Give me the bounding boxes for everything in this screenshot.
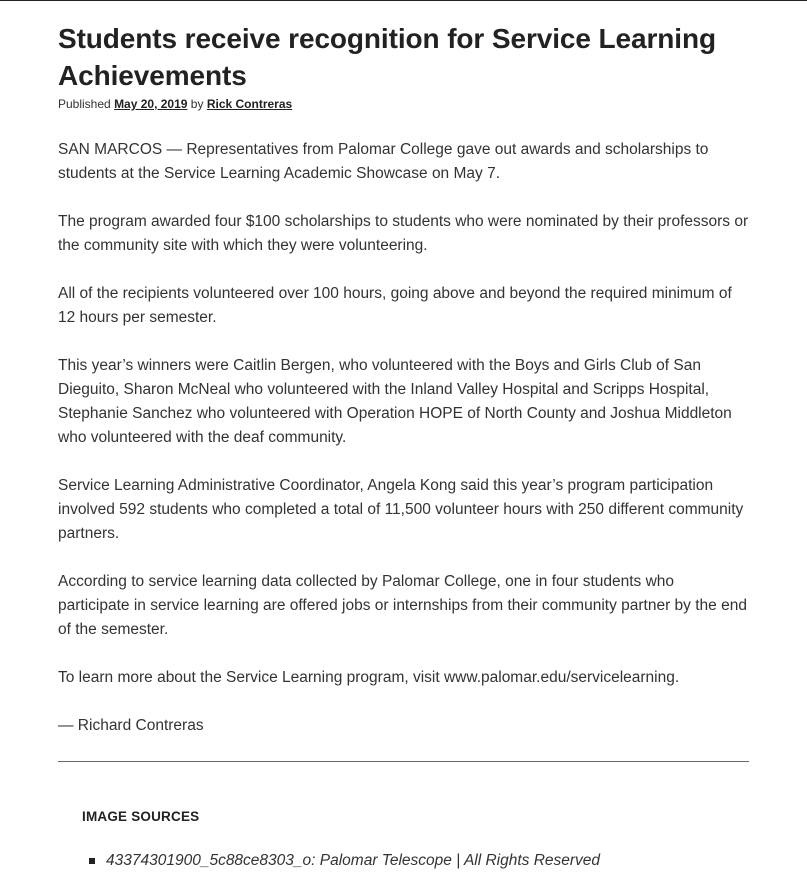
- image-source-item: [82, 850, 742, 872]
- image-sources-heading: IMAGE SOURCES: [82, 809, 200, 824]
- article-body: [58, 138, 749, 738]
- article-paragraph: SAN MARCOS — Representatives from Palomar College gave out awards and scholarships to students at the Service Learning Academic Showcase on May 7.: [58, 141, 709, 182]
- article: [58, 20, 749, 762]
- article-signoff: — Richard Contreras: [58, 717, 204, 734]
- published-label: Published: [58, 97, 111, 111]
- square-bullet-icon: [89, 858, 95, 864]
- article-paragraph: According to service learning data collected by Palomar College, one in four students who participate in service learning are offered jobs or internships from their community partner by the end of the semester.: [58, 573, 747, 638]
- image-sources-list: [82, 850, 742, 872]
- section-divider: [58, 761, 749, 762]
- by-label: by: [190, 97, 204, 111]
- article-paragraph: This year’s winners were Caitlin Bergen, who volunteered with the Boys and Girls Club of San Dieguito, Sharon McNeal who volunteered with the Inland Valley Hospital and Scripps Hospital, Stephanie Sanchez who volunteered with Operation HOPE of North County and Joshua Middleton who volunteered with the deaf community.: [58, 357, 732, 446]
- image-source-text: 43374301900_5c88ce8303_o: Palomar Telescope | All Rights Reserved: [106, 852, 601, 869]
- article-paragraph: All of the recipients volunteered over 100 hours, going above and beyond the required minimum of 12 hours per semester.: [58, 285, 732, 326]
- article-paragraph: To learn more about the Service Learning program, visit www.palomar.edu/servicelearning.: [58, 669, 680, 686]
- article-title: Students receive recognition for Service Learning Achievements: [58, 23, 716, 91]
- author-link[interactable]: Rick Contreras: [206, 97, 293, 111]
- byline: [58, 96, 749, 112]
- article-paragraph: Service Learning Administrative Coordinator, Angela Kong said this year’s program participation involved 592 students who completed a total of 11,500 volunteer hours with 250 different community partners.: [58, 477, 744, 542]
- image-sources-section: [82, 808, 742, 872]
- article-paragraph: The program awarded four $100 scholarships to students who were nominated by their professors or the community site with which they were volunteering.: [58, 213, 749, 254]
- top-border: [0, 0, 807, 1]
- publish-date-link[interactable]: May 20, 2019: [114, 97, 188, 111]
